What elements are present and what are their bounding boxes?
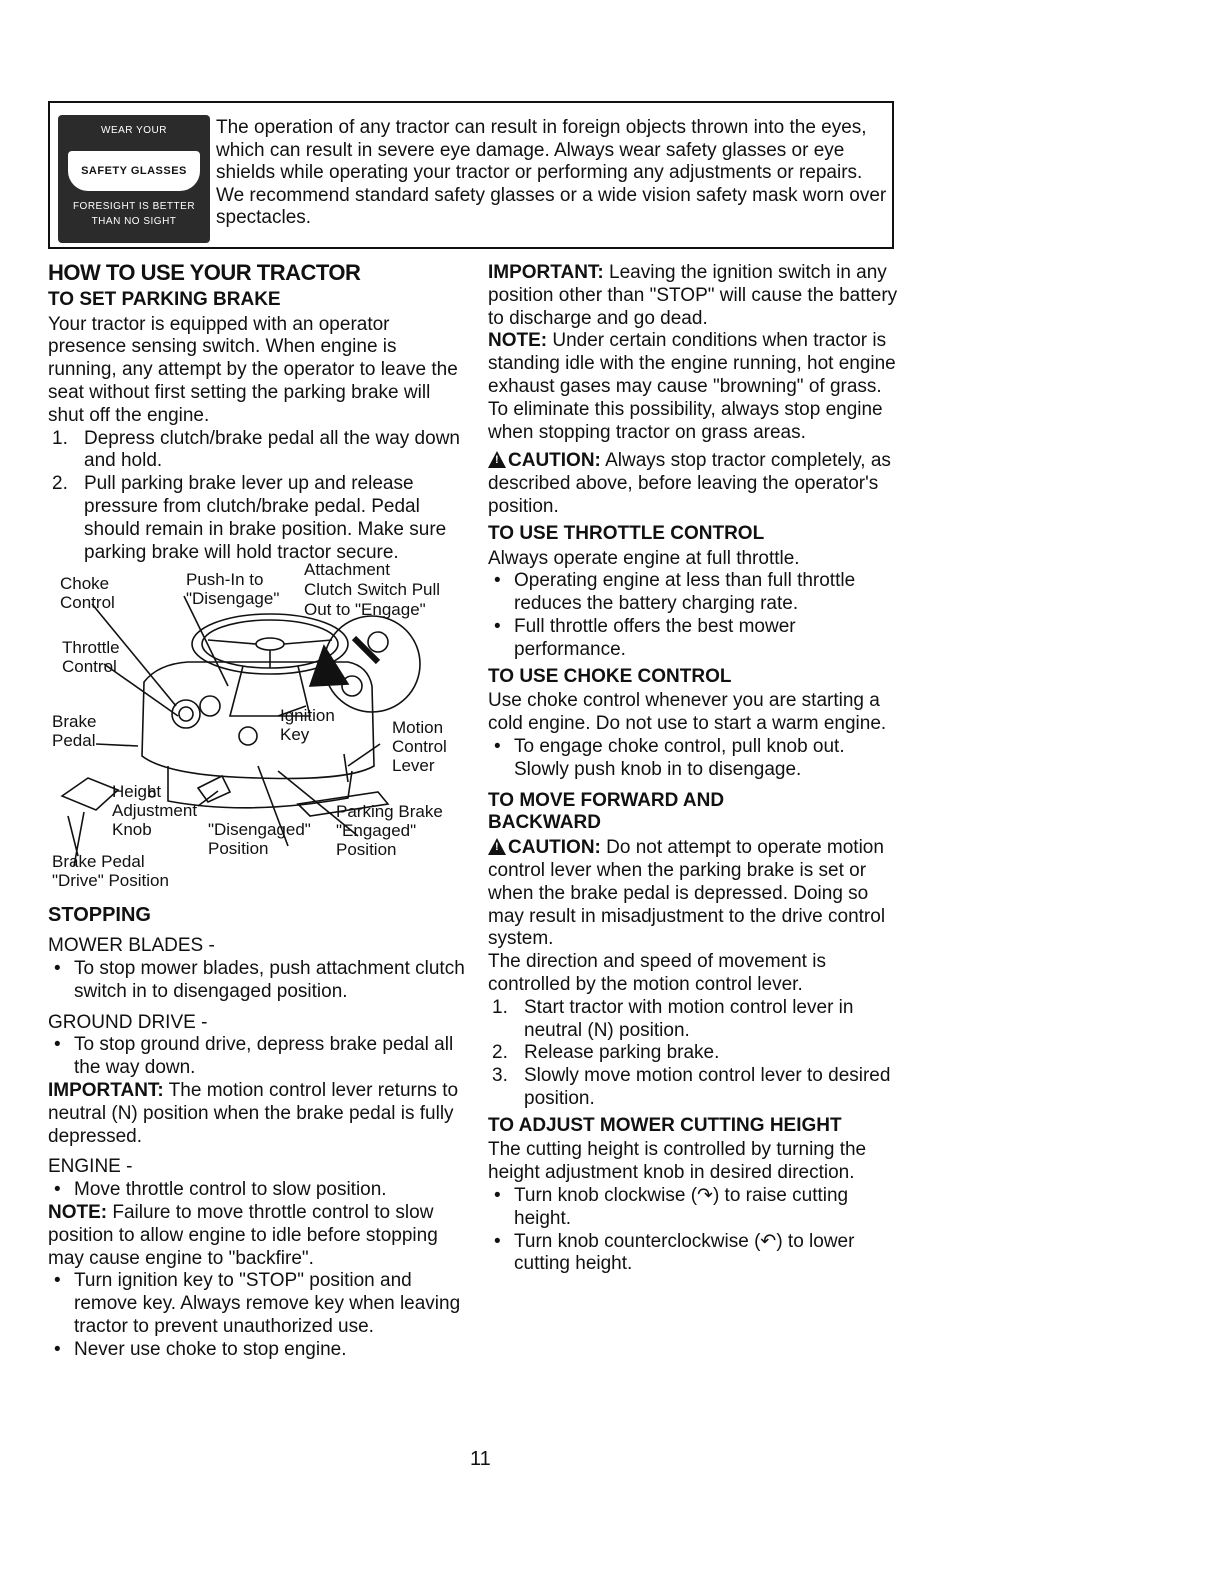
badge-top-text: WEAR YOUR [101,125,167,136]
ground-drive-label: GROUND DRIVE - [48,1011,208,1033]
list-item: • Operating engine at less than full throttle reduces the battery charging rate. [494,570,856,615]
left-column [48,262,468,1362]
tractor-controls-diagram [48,560,468,896]
brake-pedal-label: Brake Pedal [52,712,97,751]
cutting-height-intro: The cutting height is controlled by turning the height adjustment knob in desired direction. [488,1139,867,1184]
caution-icon: ! [488,838,506,855]
parking-brake-intro: Your tractor is equipped with an operator presence sensing switch. When engine is running, any attempt by the operator to leave the seat without first setting the parking brake will shut off the engine. [48,313,458,426]
choke-intro: Use choke control whenever you are starting a cold engine. Do not use to start a warm engine. [488,690,887,735]
choke-heading: TO USE CHOKE CONTROL [488,665,732,687]
safety-warning-text: The operation of any tractor can result in foreign objects thrown into the eyes, which can result in severe eye damage. Always wear safety glasses or eye shields while operating your tractor or performing any adjustments or repairs. We recommend standard safety glasses or a wide vision safety mask worn over spectacles. [216,117,887,228]
move-heading: TO MOVE FORWARD AND BACKWARD [488,789,725,834]
important-note: IMPORTANT: The motion control lever returns to neutral (N) position when the brake pedal is fully depressed. [48,1079,459,1147]
safety-glasses-badge [58,115,210,243]
list-item: • To stop ground drive, depress brake pedal all the way down. [54,1034,454,1079]
mower-blades-label: MOWER BLADES - [48,935,215,957]
list-item: • To engage choke control, pull knob out. Slowly push knob in to disengage. [494,735,845,780]
parking-brake-heading: TO SET PARKING BRAKE [48,288,281,310]
throttle-intro: Always operate engine at full throttle. [488,547,800,569]
disengaged-position-label: "Disengaged" Position [208,820,311,859]
important-ignition-note: IMPORTANT: Leaving the ignition switch in any position other than "STOP" will cause the battery to discharge and go dead. [488,262,898,329]
list-item: 2. Pull parking brake lever up and release pressure from clutch/brake pedal. Pedal should remain in brake position. Make sure parking brake will hold tractor secure. [52,473,447,563]
badge-glasses-text: SAFETY GLASSES [68,151,200,191]
page-number: 11 [470,1448,491,1470]
caution-icon: ! [488,451,506,468]
engine-note: NOTE: Failure to move throttle control to slow position to allow engine to idle before stopping may cause engine to "backfire". [48,1201,438,1269]
attachment-clutch-label: Attachment Clutch Switch Pull Out to "Engage" [304,560,441,620]
caution-stop-tractor: ! CAUTION: Always stop tractor completely, as described above, before leaving the operator's position. [488,450,891,517]
push-in-disengage-label: Push-In to "Disengage" [186,570,280,609]
list-item: 1. Start tractor with motion control lever in neutral (N) position. [492,996,854,1041]
list-item: • Turn knob clockwise (↷) to raise cutting height. [494,1185,849,1229]
motion-control-lever-label: Motion Control Lever [392,718,447,776]
height-adjustment-knob-label: Height Adjustment Knob [112,782,198,840]
engine-label: ENGINE - [48,1156,133,1178]
badge-bottom-text: FORESIGHT IS BETTER THAN NO SIGHT [72,201,196,227]
list-item: • Full throttle offers the best mower performance. [494,615,796,660]
list-item: • Turn knob counterclockwise (↶) to lower cutting height. [494,1230,855,1275]
stopping-heading: STOPPING [48,904,151,927]
list-item: • To stop mower blades, push attachment clutch switch in to disengaged position. [54,957,465,1002]
list-item: 1. Depress clutch/brake pedal all the way down and hold. [52,427,460,472]
throttle-heading: TO USE THROTTLE CONTROL [488,522,765,544]
throttle-control-label: Throttle Control [62,638,120,677]
list-item: • Move throttle control to slow position. [54,1179,387,1201]
safety-warning-box [48,101,894,249]
cutting-height-heading: TO ADJUST MOWER CUTTING HEIGHT [488,1114,842,1136]
list-item: • Turn ignition key to "STOP" position and remove key. Always remove key when leaving tractor to prevent unauthorized use. [54,1270,461,1337]
caution-motion-lever: ! CAUTION: Do not attempt to operate motion control lever when the parking brake is set or when the brake pedal is depressed. Doing so may result in misadjustment to the drive control system. [488,837,886,950]
browning-note: NOTE: Under certain conditions when tractor is standing idle with the engine running, hot engine exhaust gases may cause "browning" of grass. To eliminate this possibility, always stop engine when stopping tractor on grass areas. [488,330,896,443]
choke-control-label: Choke Control [60,574,115,613]
brake-pedal-drive-label: Brake Pedal "Drive" Position [52,852,169,891]
parking-brake-engaged-label: Parking Brake "Engaged" Position [336,802,443,860]
list-item: • Never use choke to stop engine. [54,1338,347,1360]
move-text: The direction and speed of movement is controlled by the motion control lever. [488,951,826,995]
list-item: 3. Slowly move motion control lever to desired position. [492,1065,891,1109]
right-column [488,262,904,1276]
ignition-key-label: Ignition Key [280,706,335,745]
section-title: HOW TO USE YOUR TRACTOR [48,260,361,285]
list-item: 2. Release parking brake. [492,1042,720,1064]
